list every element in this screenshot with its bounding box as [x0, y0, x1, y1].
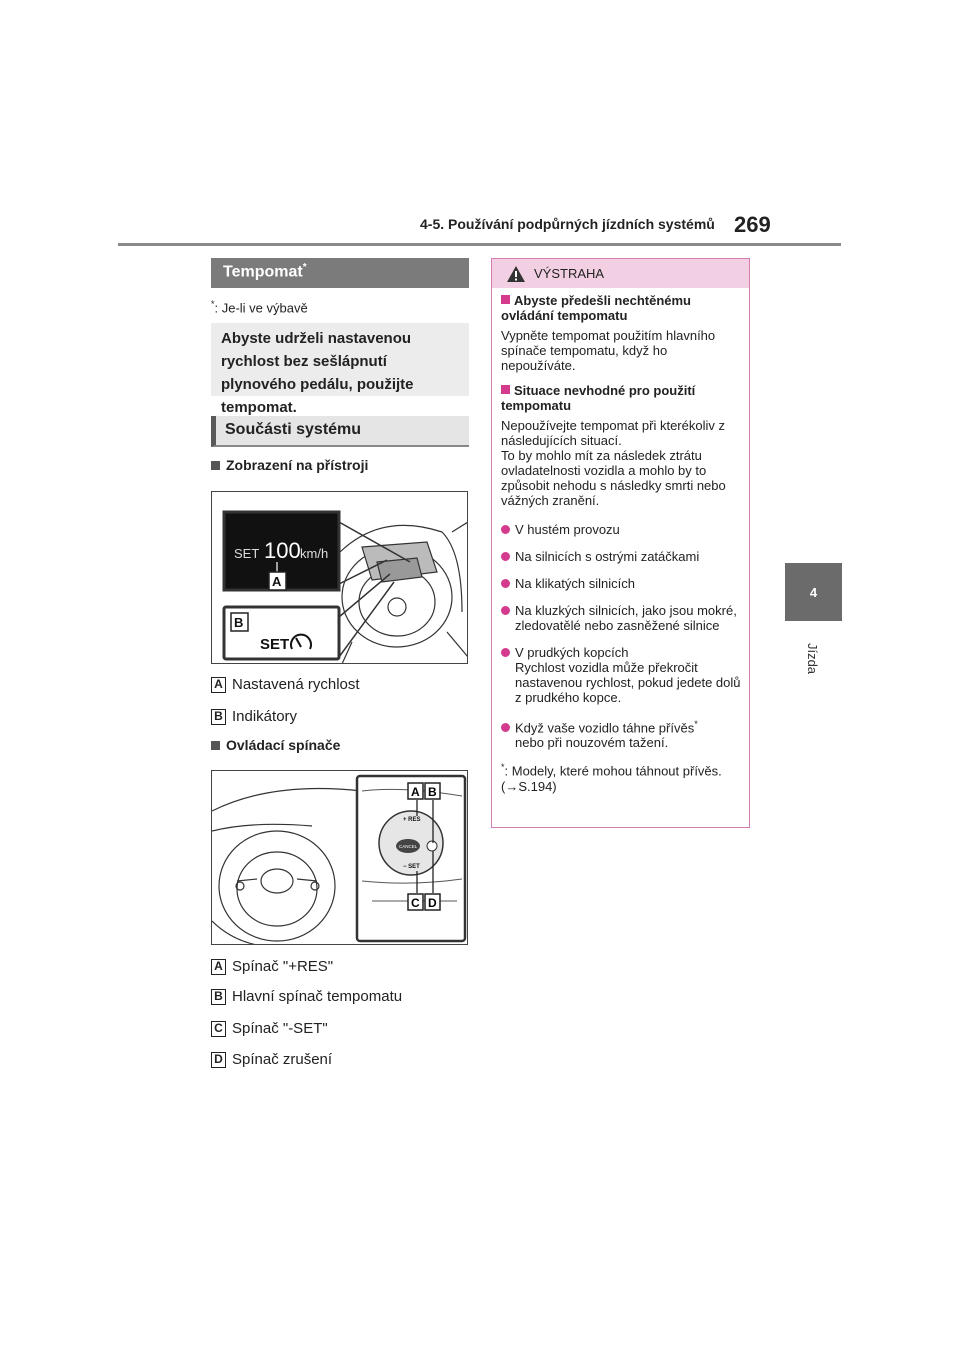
legend-text: Spínač zrušení: [232, 1051, 333, 1068]
warning-paragraph: Vypněte tempomat použitím hlavního spínače tempomatu, když ho nepoužíváte.: [501, 328, 716, 373]
availability-footnote: [211, 299, 308, 315]
legend-item: [211, 708, 297, 725]
main-heading-text: Tempomat: [223, 263, 303, 281]
warning-bullet-detail: nebo při nouzovém tažení.: [515, 735, 669, 751]
switch-label-a: A: [411, 785, 420, 799]
intro-box: Abyste udrželi nastavenou rychlost bez sešlápnutí plynového pedálu, použijte tempomat.: [211, 323, 469, 396]
section-title: 4-5. Používání podpůrných jízdních systémů: [420, 216, 715, 232]
legend-text: Indikátory: [232, 708, 298, 725]
legend-item: [211, 1051, 332, 1068]
circle-bullet-icon: [501, 552, 510, 561]
legend-letter: B: [211, 709, 226, 725]
warning-paragraph: To by mohlo mít za následek ztrátu ovladatelnosti vozidla a mohlo by to způsobit nehodu s následky smrti nebo vážných zranění.: [501, 448, 726, 508]
warning-bullet-text: V prudkých kopcích: [515, 645, 629, 660]
circle-bullet-icon: [501, 723, 510, 732]
main-heading: [211, 258, 469, 288]
instrument-illustration: [212, 492, 468, 664]
legend-text: Spínač "-SET": [232, 1020, 328, 1037]
warning-subheading-text: Situace nevhodné pro použití tempomatu: [501, 383, 696, 413]
chapter-tab[interactable]: 4: [785, 563, 842, 621]
warning-title: VÝSTRAHA: [534, 266, 605, 281]
subheading-display: [211, 457, 368, 473]
warning-bullet: [501, 549, 745, 564]
steering-wheel-drawing: [340, 522, 468, 664]
circle-bullet-icon: [501, 525, 510, 534]
square-bullet-icon: [501, 295, 510, 304]
warning-bullet-detail: Rychlost vozidla může překročit nastavenou rychlost, pokud jedete dolů z prudkého kopce.: [515, 660, 741, 705]
legend-text: Spínač "+RES": [232, 958, 334, 975]
warning-bullet-text: Když vaše vozidlo táhne přívěs: [515, 720, 695, 736]
circle-bullet-icon: [501, 579, 510, 588]
warning-bullet: [501, 717, 745, 750]
legend-letter: A: [211, 959, 226, 975]
subheading-display-text: Zobrazení na přístroji: [226, 457, 369, 473]
switch-label-d: D: [428, 896, 437, 910]
section-heading: Součásti systému: [211, 416, 469, 447]
warning-content: [501, 293, 745, 794]
warning-bullet: [501, 522, 745, 537]
legend-letter: A: [211, 677, 226, 693]
bullet-asterisk: *: [694, 719, 698, 729]
warning-footnote-asterisk: *: [501, 762, 505, 773]
legend-item: [211, 1020, 328, 1037]
speed-text: 100: [264, 538, 301, 563]
legend-letter: D: [211, 1052, 226, 1068]
chapter-label-text: Jízda: [805, 642, 821, 674]
warning-footnote-text: : Modely, které mohou táhnout přívěs. (→S.194): [501, 763, 722, 794]
warning-subheading: [501, 293, 745, 323]
warning-bullet: [501, 576, 745, 591]
square-bullet-icon: [211, 741, 220, 750]
warning-triangle-icon: [506, 265, 526, 283]
legend-letter: B: [211, 989, 226, 1005]
warning-bullet-text: Na kluzkých silnicích, jako jsou mokré, zledovatělé nebo zasněžené silnice: [515, 603, 737, 633]
switch-label-c: C: [411, 896, 420, 910]
legend-text: Nastavená rychlost: [232, 676, 360, 693]
warning-bullet-text: Na klikatých silnicích: [515, 576, 635, 591]
warning-subheading: [501, 383, 745, 413]
header-divider: [118, 243, 841, 246]
label-a: A: [272, 574, 282, 589]
instrument-display-figure: [211, 491, 468, 664]
legend-item: [211, 958, 333, 975]
main-heading-asterisk: *: [302, 262, 307, 273]
legend-item: [211, 988, 402, 1005]
main-switch-drawing: [427, 841, 437, 851]
set-label: − SET: [403, 864, 420, 870]
indicator-set-text: SET: [260, 636, 290, 653]
warning-bullet-text: V hustém provozu: [515, 522, 620, 537]
legend-text: Hlavní spínač tempomatu: [232, 988, 403, 1005]
footnote-asterisk: *: [211, 299, 215, 309]
set-text: SET: [234, 546, 260, 561]
legend-item: [211, 676, 360, 693]
warning-footnote: [501, 760, 745, 793]
chapter-label: [803, 628, 823, 688]
warning-bullet: [501, 603, 745, 633]
warning-bullet-text: Na silnicích s ostrými zatáčkami: [515, 549, 700, 564]
legend-letter: C: [211, 1021, 226, 1037]
speed-unit-text: km/h: [300, 546, 329, 561]
warning-header: [492, 259, 749, 288]
warning-box: [491, 258, 750, 828]
label-b: B: [234, 615, 244, 630]
subheading-switches: [211, 737, 340, 753]
warning-subheading-text: Abyste předešli nechtěnému ovládání tempomatu: [501, 293, 691, 323]
square-bullet-icon: [211, 461, 220, 470]
warning-paragraph: Nepoužívejte tempomat při kterékoliv z následujících situací.: [501, 418, 725, 448]
circle-bullet-icon: [501, 648, 510, 657]
page-number: 269: [734, 212, 771, 237]
subheading-switches-text: Ovládací spínače: [226, 737, 341, 753]
circle-bullet-icon: [501, 606, 510, 615]
warning-bullet: [501, 645, 745, 705]
switch-label-b: B: [428, 785, 437, 799]
square-bullet-icon: [501, 385, 510, 394]
control-switches-figure: [211, 770, 468, 945]
footnote-text: : Je-li ve výbavě: [214, 300, 308, 316]
switches-illustration: [212, 771, 468, 945]
res-label: + RES: [403, 817, 421, 823]
cancel-label: CANCEL: [399, 844, 418, 849]
